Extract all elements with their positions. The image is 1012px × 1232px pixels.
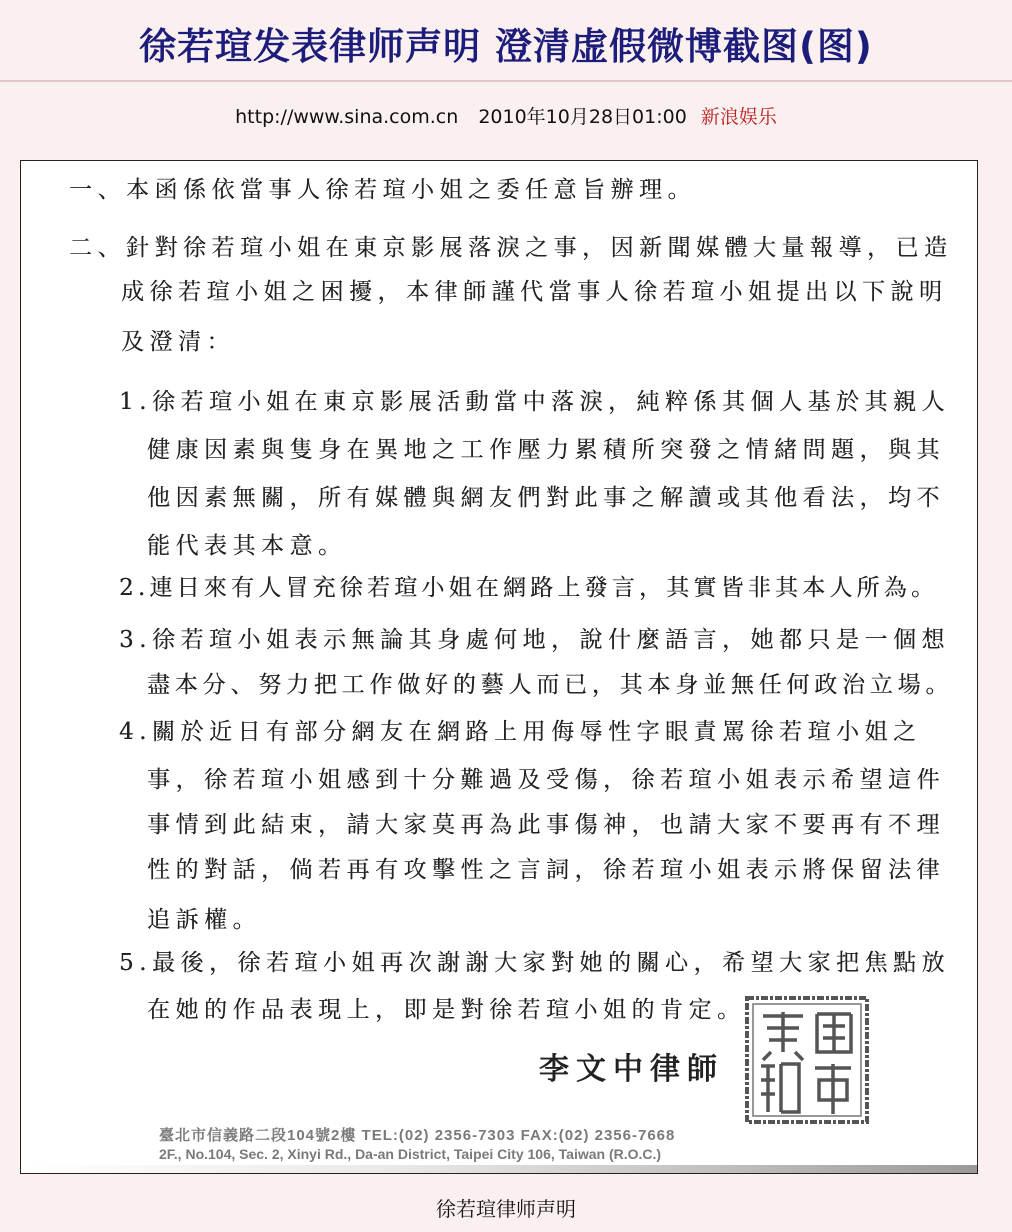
doc-line: 4.關於近日有部分網友在網路上用侮辱性字眼責罵徐若瑄小姐之	[119, 719, 922, 745]
doc-line: 1.徐若瑄小姐在東京影展活動當中落淚，純粹係其個人基於其親人	[119, 389, 950, 415]
doc-line: 能代表其本意。	[147, 533, 347, 559]
source-link[interactable]: 新浪娱乐	[700, 106, 777, 128]
doc-line: 及澄清：	[121, 329, 235, 355]
doc-line: 2.連日來有人冒充徐若瑄小姐在網路上發言，其實皆非其本人所為。	[119, 575, 939, 601]
article-title: 徐若瑄发表律师声明 澄清虚假微博截图(图)	[139, 25, 873, 68]
doc-line: 盡本分、努力把工作做好的藝人而已，其本身並無任何政治立場。	[147, 672, 954, 698]
article-meta	[0, 102, 1012, 129]
doc-line: 事，徐若瑄小姐感到十分難過及受傷，徐若瑄小姐表示希望這件	[147, 767, 945, 793]
doc-line: 事情到此結束，請大家莫再為此事傷神，也請大家不要再有不理	[147, 812, 945, 838]
doc-line: 一、本函係依當事人徐若瑄小姐之委任意旨辦理。	[69, 177, 696, 203]
scan-smudge	[21, 1165, 978, 1173]
doc-line: 追訴權。	[147, 907, 261, 933]
doc-line: 成徐若瑄小姐之困擾，本律師謹代當事人徐若瑄小姐提出以下說明	[121, 279, 948, 305]
statement-image	[20, 160, 978, 1174]
publish-datetime: 2010年10月28日01:00	[478, 106, 687, 128]
lawyer-seal-stamp	[743, 994, 871, 1126]
doc-line: 3.徐若瑄小姐表示無論其身處何地，說什麼語言，她都只是一個想	[119, 627, 950, 653]
source-url[interactable]: http://www.sina.com.cn	[235, 106, 459, 128]
doc-line: 性的對話，倘若再有攻擊性之言詞，徐若瑄小姐表示將保留法律	[147, 857, 945, 883]
lawyer-signature: 李文中律師	[539, 1052, 724, 1087]
office-address-cn: 臺北市信義路二段104號2樓 TEL:(02) 2356-7303 FAX:(02) 2356-7668	[159, 1127, 676, 1144]
office-address-en: 2F., No.104, Sec. 2, Xinyi Rd., Da-an District, Taipei City 106, Taiwan (R.O.C.)	[159, 1146, 662, 1162]
title-divider	[0, 80, 1012, 82]
doc-line: 他因素無關，所有媒體與網友們對此事之解讀或其他看法，均不	[147, 485, 945, 511]
doc-line: 健康因素與隻身在異地之工作壓力累積所突發之情緒問題，與其	[147, 437, 945, 463]
doc-line: 在她的作品表現上，即是對徐若瑄小姐的肯定。	[147, 997, 746, 1023]
doc-line: 二、針對徐若瑄小姐在東京影展落淚之事，因新聞媒體大量報導，已造	[69, 235, 953, 261]
doc-line: 5.最後，徐若瑄小姐再次謝謝大家對她的關心，希望大家把焦點放	[119, 950, 950, 976]
image-caption: 徐若瑄律师声明	[436, 1197, 576, 1221]
